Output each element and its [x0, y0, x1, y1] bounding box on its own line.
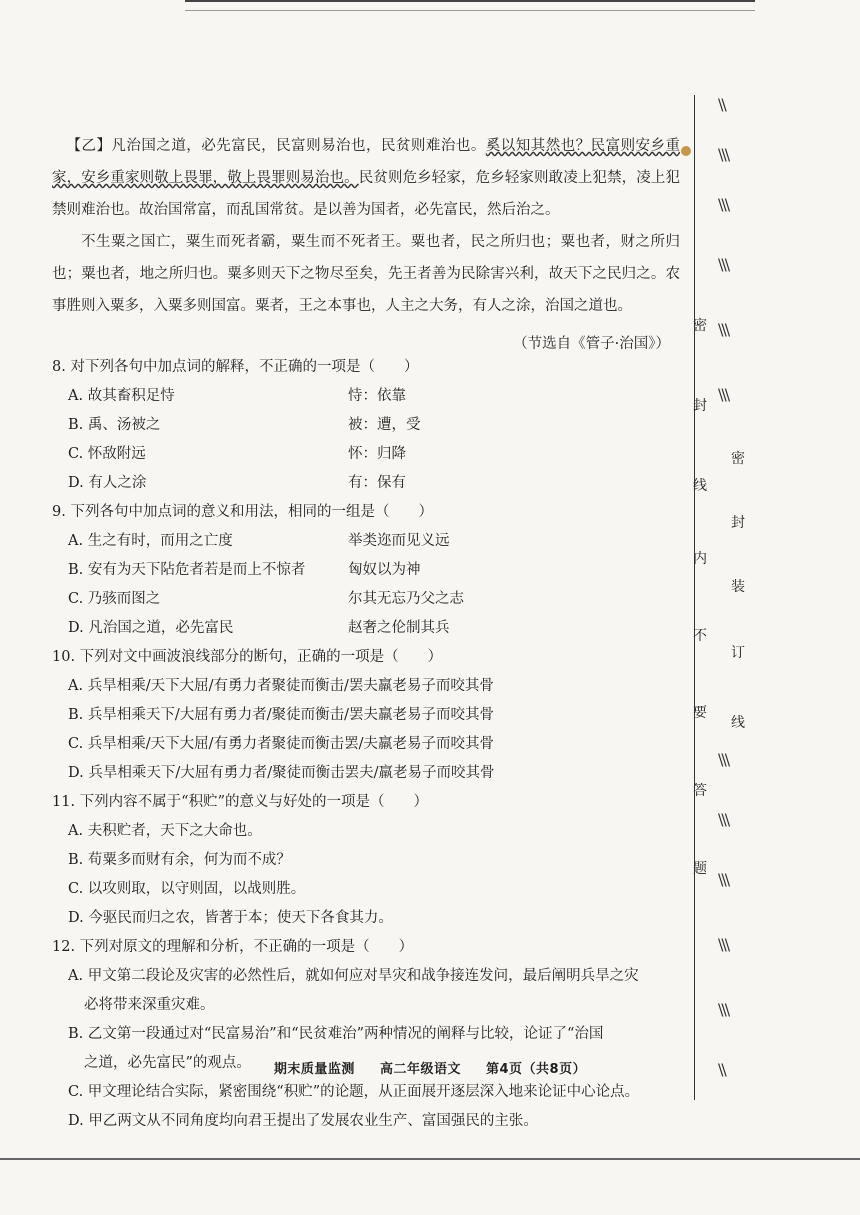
question-11-stem: 11. 下列内容不属于“积贮”的意义与好处的一项是（ ） [52, 794, 428, 810]
dash-mark: \\\ [718, 255, 729, 274]
option-compare: 举类迩而见义远 [348, 533, 450, 549]
exam-page [52, 130, 680, 1136]
question-10-option-c: C. 兵旱相乘/天下大屈/有勇力者聚徒而衡击罢/夫羸老易子而咬其骨 [68, 736, 494, 752]
question-10-option-d: D. 兵旱相乘天下/大屈有勇力者/聚徒而衡击罢夫/羸老易子而咬其骨 [68, 765, 495, 781]
dash-mark: \\\ [718, 385, 729, 404]
binding-char: 订 [731, 645, 745, 661]
question-9-stem: 9. 下列各句中加点词的意义和用法，相同的一组是（ ） [52, 504, 433, 520]
question-8-option-d [52, 469, 680, 498]
question-11-option-c: C. 以攻则取，以守则固，以战则胜。 [68, 881, 306, 897]
dash-mark: \\ [718, 1060, 725, 1079]
dash-mark: \\\ [718, 1000, 729, 1019]
option-line-continued: 之道，必先富民”的观点。 [84, 1055, 251, 1071]
option-explanation: 有：保有 [348, 475, 406, 491]
option-line: B. 乙文第一段通过对“民富易治”和“民贫难治”两种情况的阐释与比较，论证了“治国 [68, 1026, 604, 1042]
question-11-option-d: D. 今驱民而归之农，皆著于本；使天下各食其力。 [68, 910, 393, 926]
seal-char: 题 [693, 861, 707, 877]
seal-char: 内 [693, 551, 707, 567]
question-9-option-a [52, 527, 680, 556]
seal-line [694, 95, 695, 1100]
option-text: A. 故其畜积足恃 [68, 388, 175, 404]
question-9-option-b [52, 556, 680, 585]
option-text: D. 凡治国之道，必先富民 [68, 620, 234, 636]
dash-mark: \\\ [718, 870, 729, 889]
passage-source: （节选自《管子·治国》） [513, 336, 670, 352]
question-12-stem: 12. 下列对原文的理解和分析，不正确的一项是（ ） [52, 939, 414, 955]
passage-p1-rest: 民贫则危乡轻家，危乡轻家则敢凌上犯禁，凌上犯禁则难治也。故治国常富，而乱国常贫。是以善为国者，必先富民，然后治之。 [52, 170, 680, 218]
question-12-option-c [52, 1078, 680, 1107]
seal-char: 密 [693, 318, 707, 334]
option-explanation: 被：遭，受 [348, 417, 421, 433]
question-8-option-a [52, 382, 680, 411]
top-rule [185, 0, 755, 2]
option-compare: 赵奢之伦制其兵 [348, 620, 450, 636]
seal-char: 要 [693, 705, 707, 721]
question-12-option-a [52, 962, 680, 1020]
top-rule-thin [185, 10, 755, 11]
option-line: C. 甲文理论结合实际，紧密围绕“积贮”的论题，从正面展开逐层深入地来论证中心论点。 [68, 1084, 640, 1100]
passage-wavy-text: 奚以知其然也？民富则安乡重家，安乡重家则敬上畏罪，敬上畏罪则易治也。 [52, 138, 681, 186]
option-line-continued: 必将带来深重灾难。 [84, 997, 215, 1013]
footer-exam: 期末质量监测 [273, 1062, 355, 1077]
question-10-option-a: A. 兵旱相乘/天下大屈/有勇力者聚徒而衡击/罢夫羸老易子而咬其骨 [68, 678, 494, 694]
option-compare: 尔其无忘乃父之志 [348, 591, 464, 607]
question-10-option-b: B. 兵旱相乘天下/大屈有勇力者/聚徒而衡击/罢夫羸老易子而咬其骨 [68, 707, 495, 723]
seal-char: 封 [693, 398, 707, 414]
binding-char: 封 [731, 515, 745, 531]
option-text: B. 安有为天下阽危者若是而上不惊者 [68, 562, 306, 578]
option-text: C. 乃骇而图之 [68, 591, 161, 607]
binding-char: 装 [731, 579, 745, 595]
ink-smudge [681, 146, 691, 156]
dash-mark: \\\ [718, 320, 729, 339]
question-12-option-d [52, 1107, 680, 1136]
question-9-option-d [52, 614, 680, 643]
passage-paragraph-2: 不生粟之国亡，粟生而死者霸，粟生而不死者王。粟也者，民之所归也；粟也者，财之所归也；粟也者，地之所归也。粟多则天下之物尽至矣，先王者善为民除害兴利，故天下之民归之。农事胜则入粟多，入粟多则国富。粟者，王之本事也，人主之大务，有人之涂，治国之道也。 [52, 234, 680, 314]
dash-mark: \\\ [718, 750, 729, 769]
seal-char: 不 [693, 628, 707, 644]
question-8-option-b [52, 411, 680, 440]
dash-mark: \\\ [718, 195, 729, 214]
dash-mark: \\ [718, 95, 725, 114]
option-line: D. 甲乙两文从不同角度均向君王提出了发展农业生产、富国强民的主张。 [68, 1113, 538, 1129]
dash-mark: \\\ [718, 810, 729, 829]
bottom-rule [0, 1158, 860, 1160]
binding-char: 线 [731, 715, 745, 731]
binding-char: 密 [731, 451, 745, 467]
footer-grade: 高二年级语文 [379, 1062, 461, 1077]
page-footer [0, 1058, 860, 1077]
option-explanation: 怀：归降 [348, 446, 406, 462]
question-11-option-b: B. 苟粟多而财有余，何为而不成？ [68, 852, 291, 868]
option-text: D. 有人之涂 [68, 475, 147, 491]
seal-char: 答 [693, 783, 707, 799]
option-compare: 匈奴以为神 [348, 562, 421, 578]
passage-paragraph-1 [52, 130, 680, 226]
question-11-option-a: A. 夫积贮者，天下之大命也。 [68, 823, 262, 839]
option-text: B. 禹、汤被之 [68, 417, 161, 433]
seal-char: 线 [693, 478, 707, 494]
option-text: A. 生之有时，而用之亡度 [68, 533, 233, 549]
dash-mark: \\\ [718, 145, 729, 164]
question-8-option-c [52, 440, 680, 469]
option-text: C. 怀敌附远 [68, 446, 146, 462]
dash-mark: \\\ [718, 935, 729, 954]
question-10-stem: 10. 下列对文中画波浪线部分的断句，正确的一项是（ ） [52, 649, 443, 665]
footer-page: 第4页（共8页） [486, 1062, 587, 1077]
option-line: A. 甲文第二段论及灾害的必然性后，就如何应对旱灾和战争接连发问，最后阐明兵旱之灾 [68, 968, 639, 984]
option-explanation: 恃：依靠 [348, 388, 406, 404]
passage-p1-start: 【乙】凡治国之道，必先富民，民富则易治也，民贫则难治也。 [66, 138, 486, 154]
question-9-option-c [52, 585, 680, 614]
question-8-stem: 8. 对下列各句中加点词的解释，不正确的一项是（ ） [52, 359, 419, 375]
